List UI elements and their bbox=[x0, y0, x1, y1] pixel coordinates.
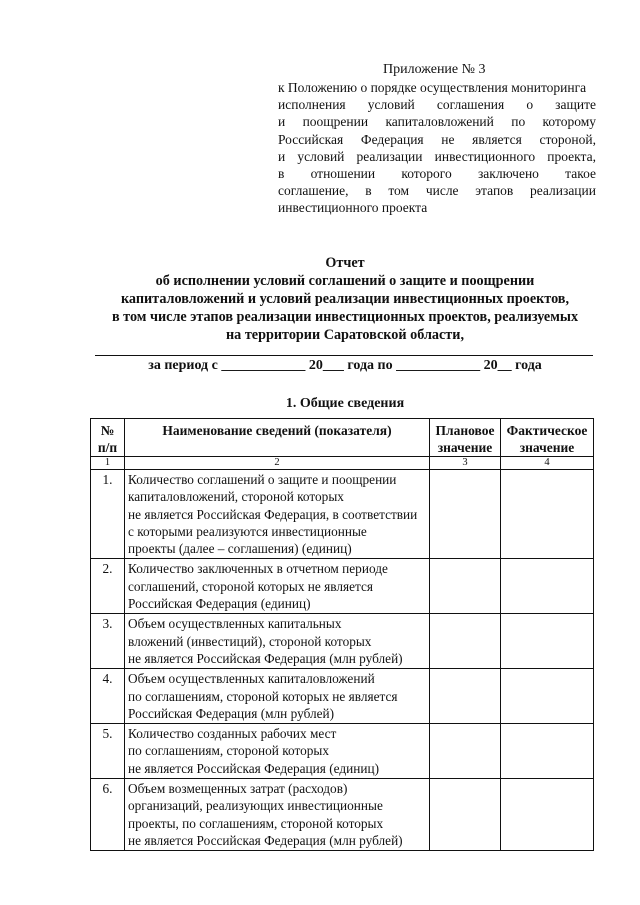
row-indicator-line: по соглашениям, стороной которых не является bbox=[128, 688, 398, 704]
report-title-line: на территории Саратовской области, bbox=[226, 327, 464, 343]
header-num-line: п/п bbox=[97, 440, 118, 455]
table-row bbox=[91, 559, 594, 614]
column-number: 4 bbox=[501, 457, 594, 470]
appendix-line: Российская Федерация не является стороной, bbox=[278, 131, 596, 147]
row-indicator-line: не является Российская Федерация (млн рублей) bbox=[128, 650, 403, 666]
row-number: 4. bbox=[91, 669, 125, 724]
table-row bbox=[91, 614, 594, 669]
row-indicator-line: Количество созданных рабочих мест bbox=[128, 726, 337, 742]
section-title: 1. Общие сведения bbox=[285, 396, 405, 411]
row-indicator-line: по соглашениям, стороной которых bbox=[128, 743, 329, 759]
row-indicator-line: Количество заключенных в отчетном периоде bbox=[128, 561, 388, 577]
row-indicator-line: Российская Федерация (единиц) bbox=[128, 596, 311, 612]
appendix-description bbox=[278, 79, 596, 217]
appendix-line: к Положению о порядке осуществления мониторинга bbox=[278, 80, 587, 95]
row-planned-value[interactable] bbox=[430, 669, 501, 724]
table-row bbox=[91, 669, 594, 724]
row-indicator-name bbox=[125, 779, 430, 851]
row-indicator-line: Количество соглашений о защите и поощрении bbox=[128, 472, 397, 487]
row-indicator-line: Объем возмещенных затрат (расходов) bbox=[128, 781, 348, 797]
row-indicator-line: вложений (инвестиций), стороной которых bbox=[128, 633, 372, 649]
column-number: 3 bbox=[430, 457, 501, 470]
report-title-line: Отчет bbox=[325, 255, 365, 271]
row-number: 1. bbox=[91, 470, 125, 559]
row-number: 2. bbox=[91, 559, 125, 614]
row-actual-value[interactable] bbox=[501, 559, 594, 614]
header-name bbox=[125, 419, 430, 457]
row-planned-value[interactable] bbox=[430, 470, 501, 559]
column-number: 1 bbox=[91, 457, 125, 470]
report-title bbox=[60, 254, 630, 344]
row-indicator-line: Объем осуществленных капитальных bbox=[128, 616, 342, 632]
row-indicator-line: соглашений, стороной которых не является bbox=[128, 578, 373, 594]
appendix-line: в отношении которого заключено такое bbox=[278, 166, 596, 182]
appendix-line: и условий реализации инвестиционного проекта, bbox=[278, 148, 596, 164]
row-actual-value[interactable] bbox=[501, 614, 594, 669]
table-row bbox=[91, 779, 594, 851]
row-indicator-line: Российская Федерация (млн рублей) bbox=[128, 705, 335, 721]
row-indicator-name bbox=[125, 724, 430, 779]
row-indicator-line: Объем осуществленных капиталовложений bbox=[128, 671, 375, 687]
report-title-line: об исполнении условий соглашений о защите и поощрении bbox=[155, 273, 535, 289]
row-actual-value[interactable] bbox=[501, 669, 594, 724]
header-num-line: № bbox=[100, 423, 115, 438]
appendix-line: и поощрении капиталовложений по которому bbox=[278, 114, 596, 130]
header-planned-line: значение bbox=[437, 440, 493, 455]
header-num bbox=[91, 419, 125, 457]
header-planned bbox=[430, 419, 501, 457]
table-row bbox=[91, 724, 594, 779]
report-period: за период с ____________ 20___ года по ____________ 20__ года bbox=[148, 358, 542, 373]
row-number: 3. bbox=[91, 614, 125, 669]
row-indicator-line: с которыми реализуются инвестиционные bbox=[128, 523, 367, 539]
row-indicator-line: проекты (далее – соглашения) (единиц) bbox=[128, 541, 352, 557]
row-indicator-line: организаций, реализующих инвестиционные bbox=[128, 798, 383, 814]
row-planned-value[interactable] bbox=[430, 724, 501, 779]
header-name-text: Наименование сведений (показателя) bbox=[162, 423, 392, 438]
table-header-row bbox=[91, 419, 594, 457]
appendix-line: исполнения условий соглашения о защите bbox=[278, 97, 596, 113]
appendix-heading: Приложение № 3 bbox=[383, 62, 486, 77]
header-planned-line: Плановое bbox=[435, 423, 495, 438]
header-actual bbox=[501, 419, 594, 457]
column-number: 2 bbox=[125, 457, 430, 470]
appendix-line: инвестиционного проекта bbox=[278, 200, 428, 216]
underline-rule bbox=[95, 355, 593, 356]
row-indicator-line: не является Российская Федерация, в соответствии bbox=[128, 506, 418, 522]
row-planned-value[interactable] bbox=[430, 779, 501, 851]
row-indicator-name bbox=[125, 614, 430, 669]
general-info-table bbox=[90, 418, 594, 851]
row-planned-value[interactable] bbox=[430, 559, 501, 614]
row-indicator-line: капиталовложений, стороной которых bbox=[128, 489, 344, 505]
row-number: 5. bbox=[91, 724, 125, 779]
row-actual-value[interactable] bbox=[501, 470, 594, 559]
row-planned-value[interactable] bbox=[430, 614, 501, 669]
report-title-line: в том числе этапов реализации инвестиционных проектов, реализуемых bbox=[111, 309, 579, 325]
row-indicator-name bbox=[125, 559, 430, 614]
header-actual-line: значение bbox=[519, 440, 575, 455]
row-indicator-name bbox=[125, 669, 430, 724]
header-actual-line: Фактическое bbox=[506, 423, 588, 438]
row-indicator-line: проекты, по соглашениям, стороной которых bbox=[128, 815, 384, 831]
appendix-line: соглашение, в том числе этапов реализации bbox=[278, 183, 596, 199]
report-title-line: капиталовложений и условий реализации инвестиционных проектов, bbox=[120, 291, 570, 307]
row-indicator-line: не является Российская Федерация (млн рублей) bbox=[128, 832, 403, 848]
row-indicator-line: не является Российская Федерация (единиц) bbox=[128, 760, 380, 776]
row-number: 6. bbox=[91, 779, 125, 851]
row-actual-value[interactable] bbox=[501, 724, 594, 779]
row-indicator-name bbox=[125, 470, 430, 559]
column-number-row bbox=[91, 457, 594, 470]
table-row bbox=[91, 470, 594, 559]
row-actual-value[interactable] bbox=[501, 779, 594, 851]
